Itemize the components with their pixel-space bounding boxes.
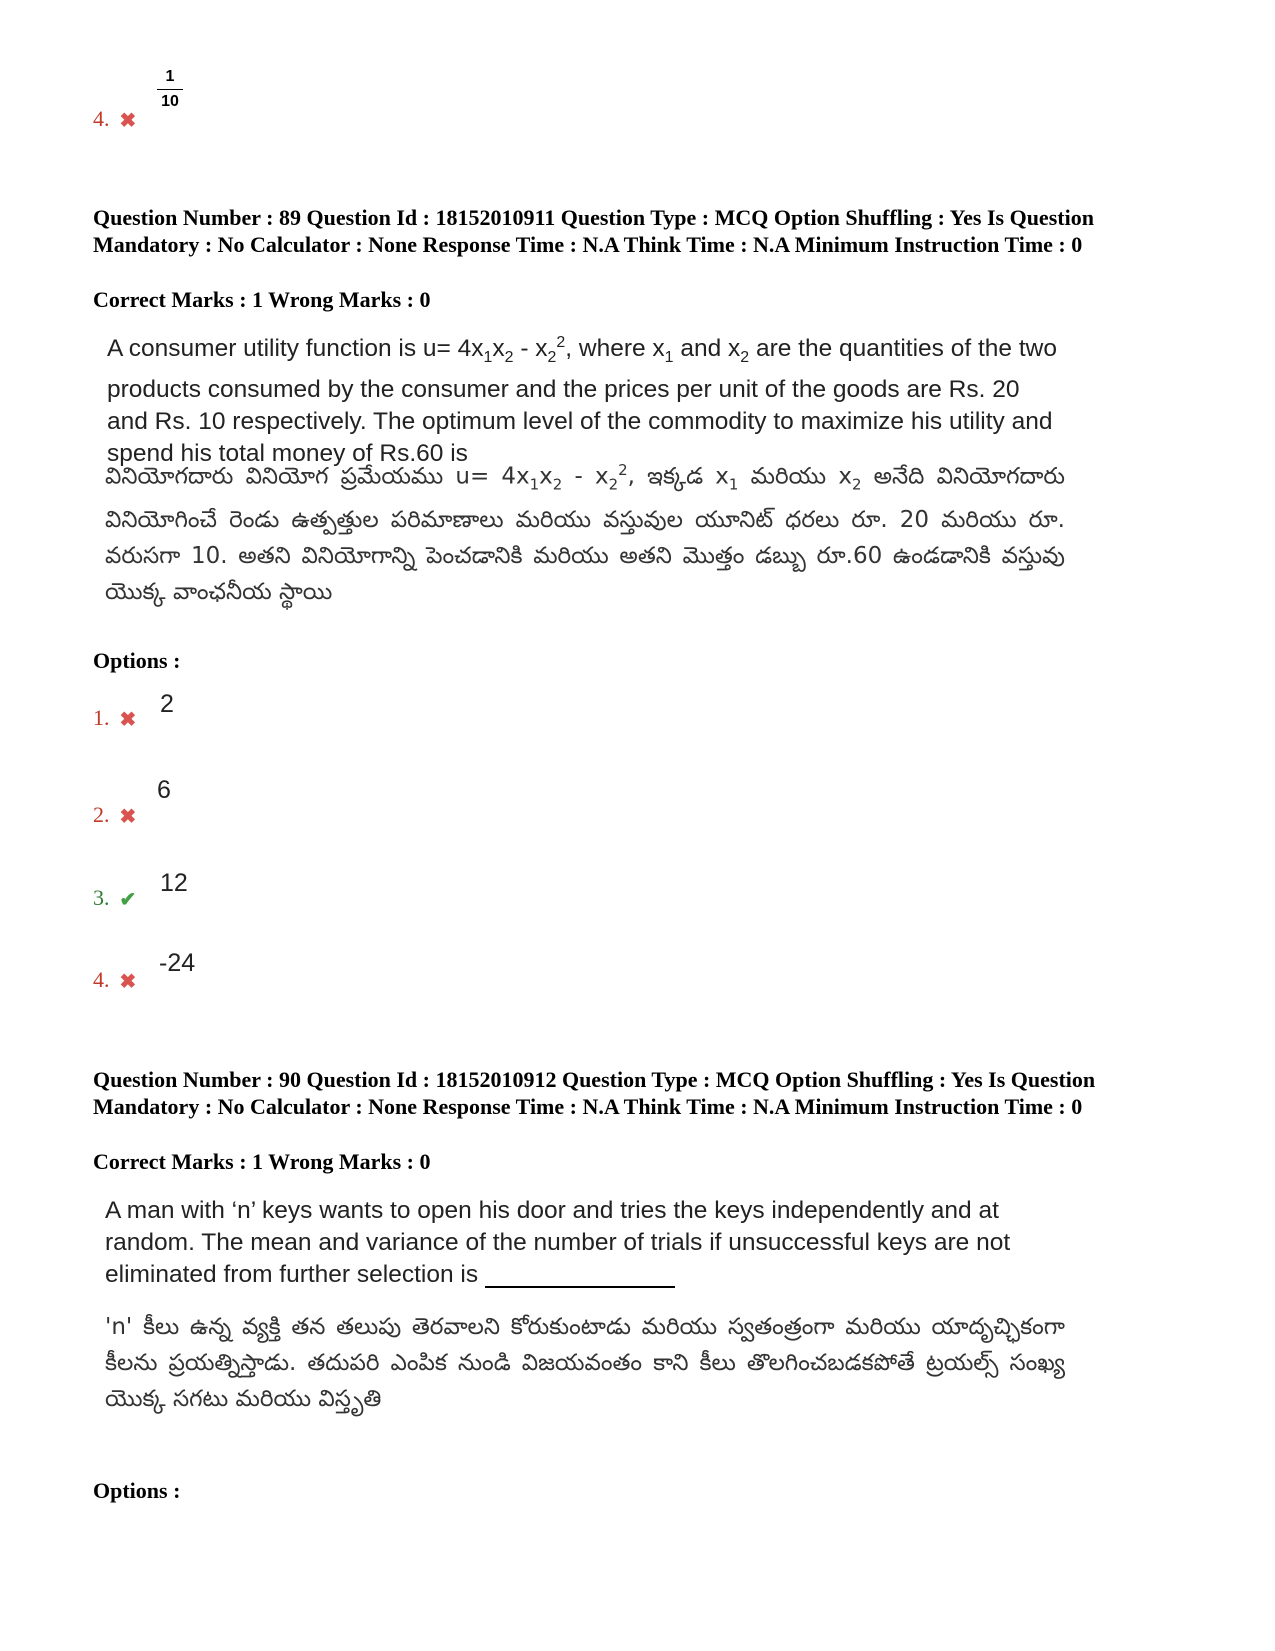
question-89-text-telugu: వినియోగదారు వినియోగ ప్రమేయము $u= 4x_1x_2 - x_2^2$, ఇక్కడ $x_1$ మరియు $x_2$ అనేది వినియోగదారు వినియోగించే రెండు ఉత్పత్తుల పరిమాణాలు మరియు వస్తువుల యూనిట్ ధరలు రూ. 20 మరియు రూ. వరుసగా 10. అతని వినియోగాన్ని పెంచడానికి మరియు అతని మొత్తం డబ్బు రూ.60 ఉండడానికి వస్తువు యొక్క వాంఛనీయ స్థాయి <box>105 461 1065 606</box>
question-89-marks: Correct Marks : 1 Wrong Marks : 0 <box>93 287 431 312</box>
option-2-value: 6 <box>157 776 171 804</box>
option-4 <box>93 967 136 994</box>
option-1-value: 2 <box>160 690 174 718</box>
option-3-value: 12 <box>160 869 188 897</box>
option-number: 1. <box>93 705 110 730</box>
wrong-icon: ✖ <box>119 971 137 993</box>
question-89-options-label: Options : <box>93 648 181 673</box>
checkmark-icon: ✔ <box>119 889 137 911</box>
wrong-icon: ✖ <box>119 806 137 828</box>
fraction-denominator: 10 <box>161 93 179 110</box>
option-number: 3. <box>93 885 110 910</box>
option-1 <box>93 705 136 732</box>
option-3 <box>93 885 136 912</box>
question-90-marks: Correct Marks : 1 Wrong Marks : 0 <box>93 1149 431 1174</box>
question-90-meta: Question Number : 90 Question Id : 18152010912 Question Type : MCQ Option Shuffling : Yes Is Question Mandatory : No Calculator : None Response Time : N.A Think Time : N.A Minimum Instruction Time : 0 <box>93 1067 1096 1119</box>
wrong-icon: ✖ <box>119 709 137 731</box>
question-90-options-label: Options : <box>93 1478 181 1503</box>
wrong-icon: ✖ <box>119 110 137 132</box>
option-number: 4. <box>93 106 110 131</box>
question-90-text-english: A man with ‘n’ keys wants to open his door and tries the keys independently and at random. The mean and variance of the number of trials if unsuccessful keys are not eliminated from further selection is <box>105 1197 1011 1288</box>
answer-blank <box>485 1285 675 1288</box>
question-89-text-english: A consumer utility function is $u= 4x_1x_2 - x_2^2$, where $x_1$ and $x_2$ are the quantities of the two products consumed by the consumer and the prices per unit of the goods are Rs. 20 and Rs. 10 respectively. The optimum level of the commodity to maximize his utility and spend his total money of Rs.60 is <box>107 334 1057 468</box>
prev-option-4 <box>93 106 136 133</box>
option-4-value: -24 <box>159 949 196 977</box>
option-2 <box>93 802 136 829</box>
question-89-meta: Question Number : 89 Question Id : 18152010911 Question Type : MCQ Option Shuffling : Yes Is Question Mandatory : No Calculator : None Response Time : N.A Think Time : N.A Minimum Instruction Time : 0 <box>93 205 1094 257</box>
option-number: 4. <box>93 967 110 992</box>
question-90-text-telugu: 'n' కీలు ఉన్న వ్యక్తి తన తలుపు తెరవాలని కోరుకుంటాడు మరియు స్వతంత్రంగా మరియు యాదృచ్ఛికంగా కీలను ప్రయత్నిస్తాడు. తదుపరి ఎంపిక నుండి విజయవంతం కాని కీలు తొలగించబడకపోతే ట్రయల్స్ సంఖ్య యొక్క సగటు మరియు విస్తృతి <box>105 1314 1065 1412</box>
fraction-value <box>157 68 183 111</box>
option-number: 2. <box>93 802 110 827</box>
fraction-numerator: 1 <box>165 68 175 85</box>
fraction-bar <box>157 89 183 90</box>
